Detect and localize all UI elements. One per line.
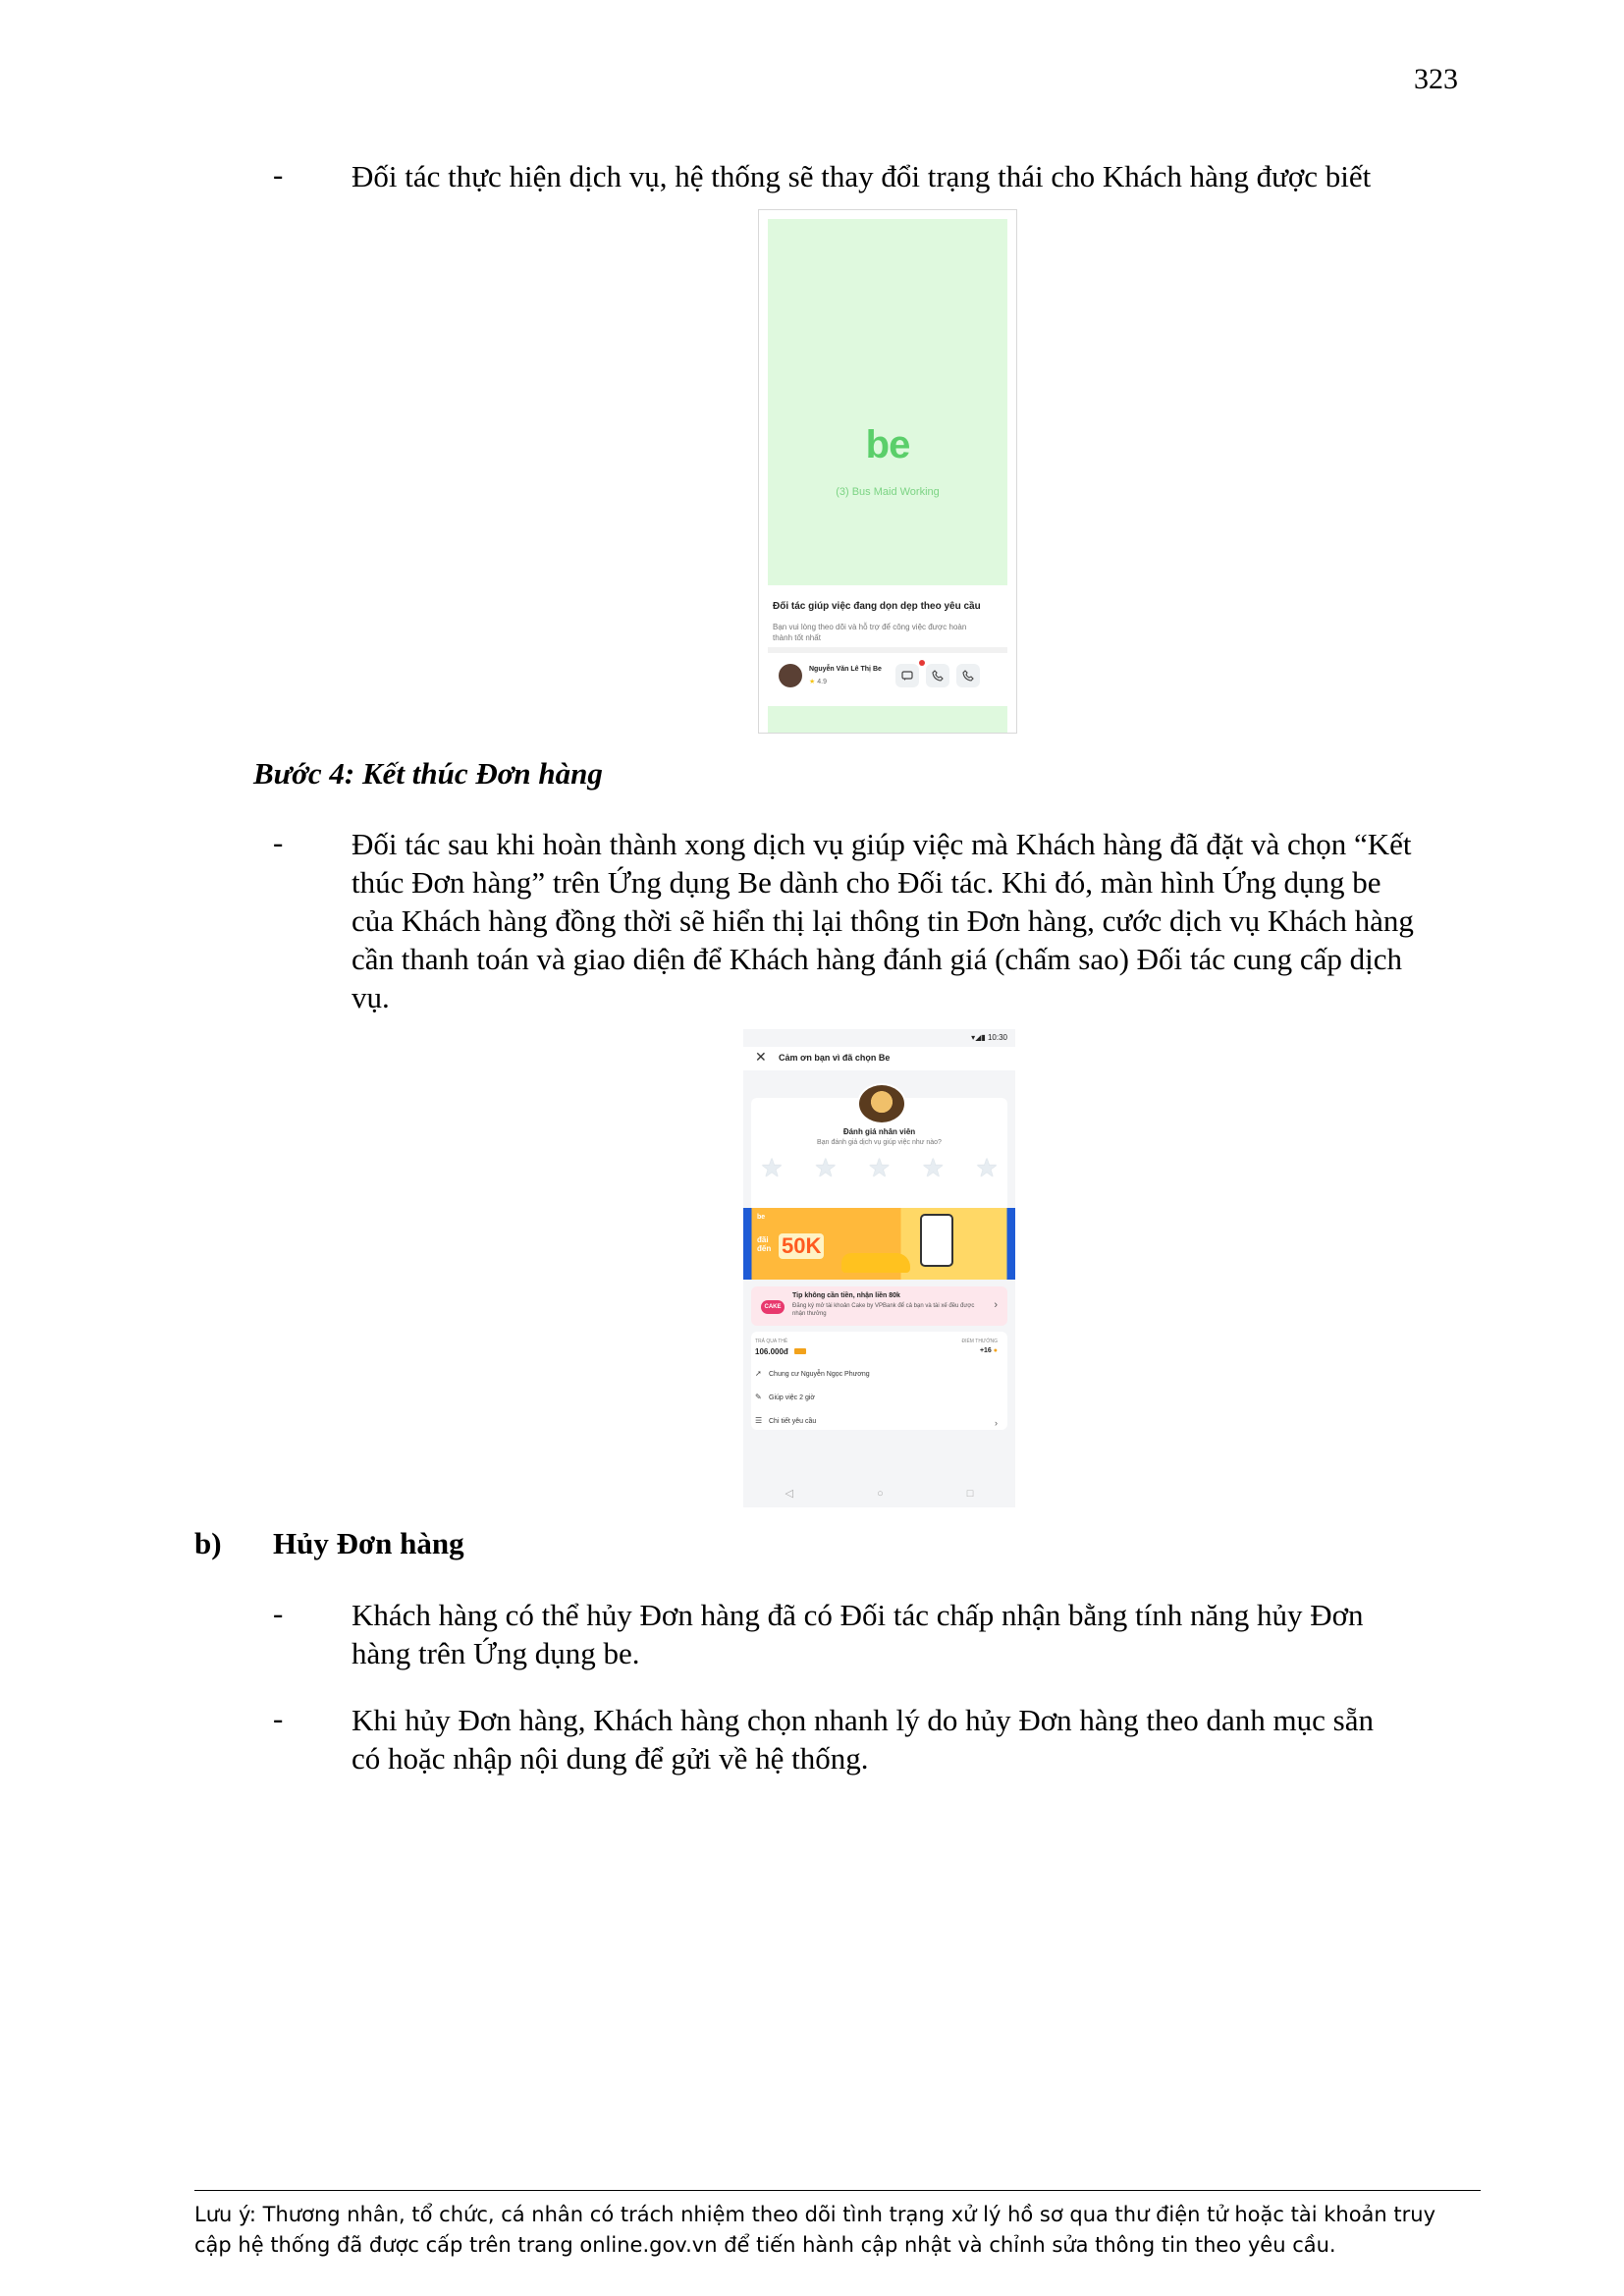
rating-title: Đánh giá nhân viên <box>842 1127 916 1136</box>
bullet-marker: - <box>273 157 284 191</box>
clock: 10:30 <box>987 1033 1007 1042</box>
section-title: Hủy Đơn hàng <box>273 1526 464 1560</box>
partner-avatar <box>779 664 802 687</box>
home-icon[interactable]: ○ <box>877 1487 884 1500</box>
paragraph-line: hàng trên Ứng dụng be. <box>352 1636 640 1670</box>
intro-bullet-text: Đối tác thực hiện dịch vụ, hệ thống sẽ thay đổi trạng thái cho Khách hàng được biết <box>352 159 1372 193</box>
banner-amount: 50K <box>779 1233 824 1259</box>
chevron-right-icon: › <box>995 1418 998 1428</box>
phone-illustration <box>920 1214 953 1267</box>
star-2-icon[interactable]: ★ <box>814 1153 838 1182</box>
cancel-bullet-1 <box>352 1596 1490 1672</box>
footer-divider <box>194 2190 1481 2191</box>
star-3-icon[interactable]: ★ <box>867 1153 892 1182</box>
details-row[interactable] <box>755 1416 816 1425</box>
tip-description: Đăng ký mở tài khoản Cake by VPBank để cả bạn và tài xế đều được nhận thưởng <box>792 1303 975 1317</box>
footer-line: cập hệ thống đã được cấp trên trang online.gov.vn để tiến hành cập nhật và chỉnh sửa thông tin theo yêu cầu. <box>194 2233 1336 2257</box>
chevron-right-icon: › <box>994 1299 998 1311</box>
status-description: Bạn vui lòng theo dõi và hỗ trợ để công việc được hoàn thành tốt nhất <box>773 623 967 642</box>
call-icon[interactable] <box>926 664 949 687</box>
address-text: Chung cư Nguyễn Ngọc Phương <box>769 1371 870 1378</box>
phone-icon[interactable] <box>956 664 980 687</box>
recents-icon[interactable]: □ <box>966 1487 974 1500</box>
footer-note <box>194 2200 1490 2261</box>
paragraph-line: Đối tác sau khi hoàn thành xong dịch vụ giúp việc mà Khách hàng đã đặt và chọn “Kết <box>352 827 1412 861</box>
coin-icon: ● <box>993 1347 998 1354</box>
star-icon: ★ <box>809 679 816 685</box>
paragraph-line: có hoặc nhập nội dung để gửi về hệ thống. <box>352 1741 869 1776</box>
section-label: b) <box>194 1526 222 1560</box>
staff-avatar <box>857 1083 906 1124</box>
star-1-icon[interactable]: ★ <box>760 1153 784 1182</box>
bullet-marker: - <box>273 1596 284 1630</box>
status-panel <box>768 219 1007 585</box>
address-row <box>755 1369 870 1378</box>
location-icon: ➚ <box>755 1369 762 1378</box>
list-icon: ☰ <box>755 1416 763 1425</box>
chat-icon[interactable] <box>895 664 919 687</box>
footer-line: Lưu ý: Thương nhân, tổ chức, cá nhân có trách nhiệm theo dõi tình trạng xử lý hồ sơ qua thư điện tử hoặc tài khoản truy <box>194 2203 1435 2226</box>
service-text: Giúp việc 2 giờ <box>769 1394 816 1401</box>
partner-working-screenshot <box>758 209 1017 734</box>
bullet-marker: - <box>273 1701 284 1735</box>
banner-prefix: đãi đến <box>757 1235 772 1253</box>
paragraph-line: Khi hủy Đơn hàng, Khách hàng chọn nhanh lý do hủy Đơn hàng theo danh mục sẵn <box>352 1703 1374 1737</box>
paragraph-line: vụ. <box>352 980 390 1014</box>
star-5-icon[interactable]: ★ <box>975 1153 999 1182</box>
star-rating <box>755 1153 1003 1182</box>
card-icon <box>794 1348 806 1354</box>
cake-logo: CAKE <box>761 1300 785 1314</box>
cancel-bullet-2 <box>352 1701 1490 1777</box>
status-panel-bottom <box>768 706 1007 733</box>
rating-subtitle: Bạn đánh giá dịch vụ giúp việc như nào? <box>817 1139 942 1146</box>
paragraph-line: thúc Đơn hàng” trên Ứng dụng Be dành cho Đối tác. Khi đó, màn hình Ứng dụng be <box>352 865 1381 900</box>
broom-icon: ✎ <box>755 1393 762 1401</box>
status-bar: ▾◢▮ 10:30 <box>971 1033 1007 1042</box>
rating-value: 4.9 <box>817 679 827 685</box>
car-illustration <box>841 1253 910 1273</box>
payment-label: TRẢ QUA THẺ <box>755 1339 788 1344</box>
notification-dot <box>919 660 925 666</box>
divider <box>768 647 1007 653</box>
partner-name: Nguyễn Văn Lê Thị Be <box>809 666 882 673</box>
be-logo: be <box>865 423 910 466</box>
tip-card[interactable] <box>751 1286 1007 1326</box>
android-nav-bar <box>743 1479 1015 1507</box>
bullet-marker: - <box>273 825 284 859</box>
paragraph-line: Khách hàng có thể hủy Đơn hàng đã có Đối tác chấp nhận bằng tính năng hủy Đơn <box>352 1598 1364 1632</box>
page-number: 323 <box>1414 63 1458 95</box>
close-icon[interactable]: ✕ <box>755 1049 767 1065</box>
reward-points <box>980 1347 998 1354</box>
step4-paragraph <box>352 825 1490 1016</box>
order-complete-screenshot <box>743 1029 1015 1507</box>
reward-label: ĐIỂM THƯỞNG <box>961 1339 998 1344</box>
step4-heading: Bước 4: Kết thúc Đơn hàng <box>253 756 603 791</box>
back-icon[interactable]: ◁ <box>785 1488 793 1500</box>
tip-title: Tip không cần tiền, nhận liền 80k <box>792 1292 900 1299</box>
status-caption: (3) Bus Maid Working <box>836 486 940 498</box>
star-4-icon[interactable]: ★ <box>921 1153 945 1182</box>
paragraph-line: cần thanh toán và giao diện để Khách hàng đánh giá (chấm sao) Đối tác cung cấp dịch <box>352 942 1402 976</box>
partner-rating <box>809 678 827 685</box>
details-text: Chi tiết yêu cầu <box>769 1418 817 1425</box>
header-title: Cảm ơn bạn vì đã chọn Be <box>779 1053 891 1063</box>
status-title: Đối tác giúp việc đang dọn dẹp theo yêu cầu <box>773 601 981 612</box>
payment-amount: 106.000đ <box>755 1347 788 1356</box>
service-row <box>755 1393 815 1401</box>
paragraph-line: của Khách hàng đồng thời sẽ hiển thị lại thông tin Đơn hàng, cước dịch vụ Khách hàng <box>352 903 1414 938</box>
banner-brand: be <box>757 1214 766 1221</box>
order-summary-card <box>751 1332 1007 1430</box>
reward-value: +16 <box>979 1347 992 1354</box>
promo-banner[interactable] <box>743 1208 1015 1280</box>
